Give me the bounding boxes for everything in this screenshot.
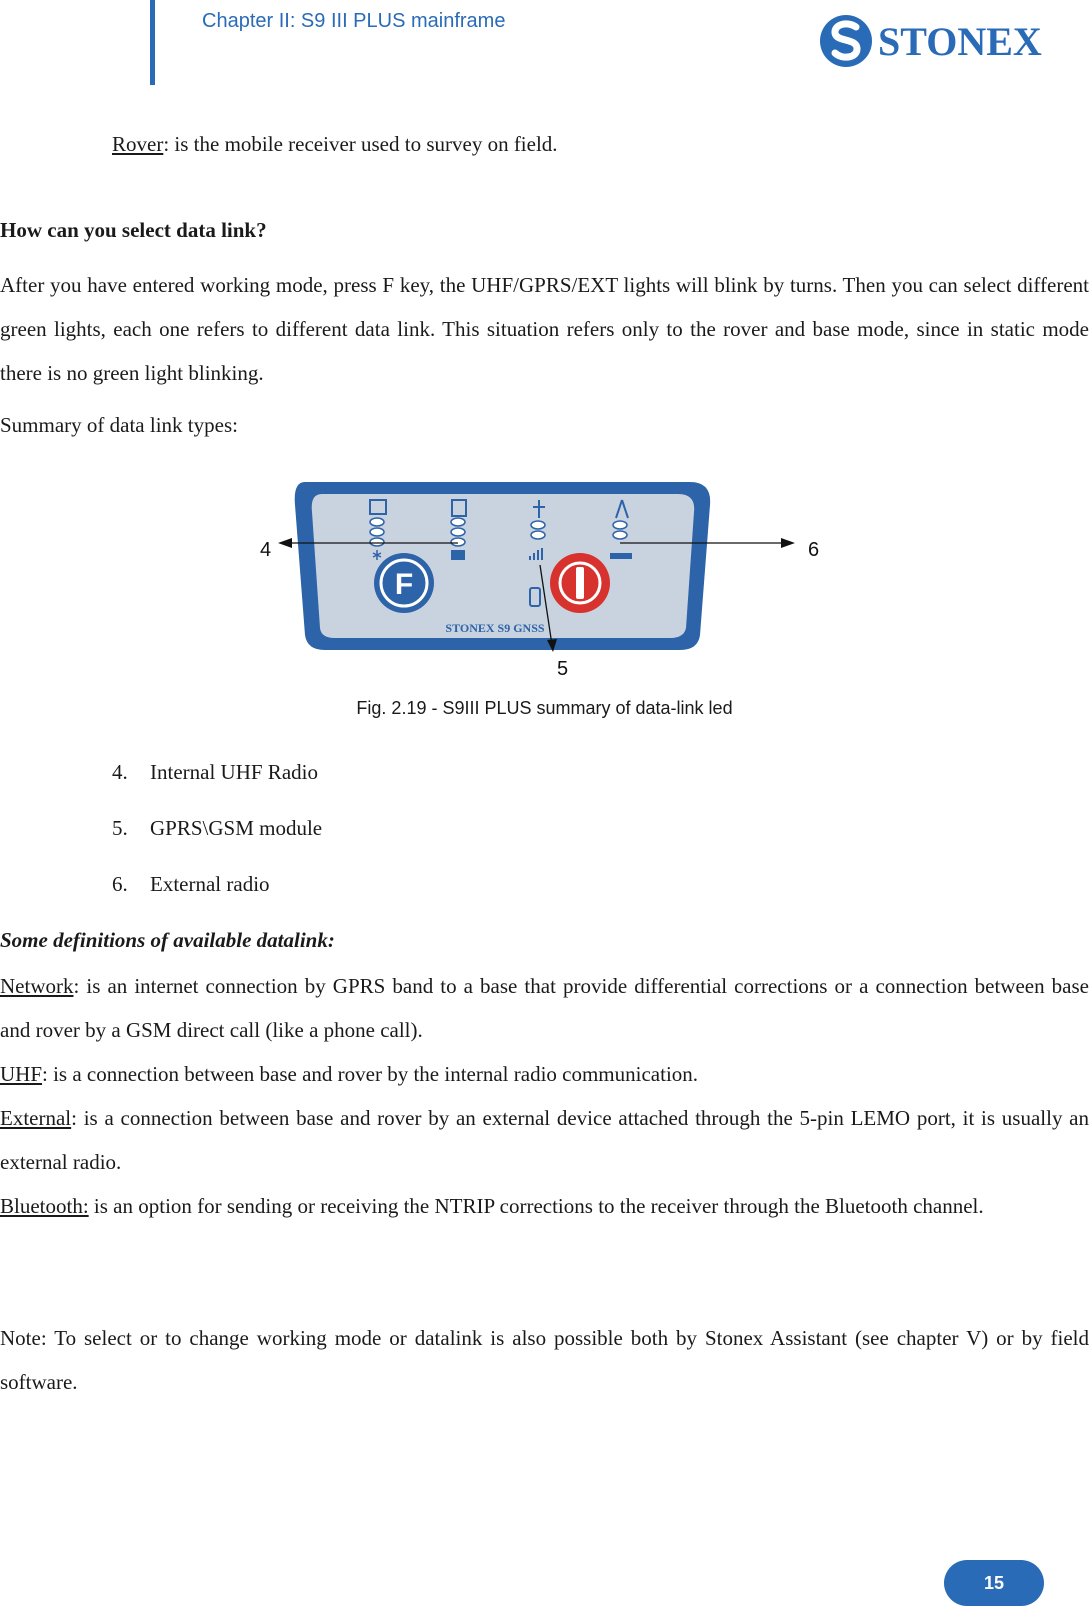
list-item-number: 4.	[112, 760, 128, 784]
uhf-definition	[0, 1052, 1089, 1096]
external-port-icon	[610, 553, 632, 559]
list-item	[112, 872, 270, 897]
panel-face	[312, 494, 694, 638]
page-number: 15	[944, 1560, 1044, 1606]
uhf-radio-icon	[451, 550, 465, 560]
rover-term: Rover	[112, 132, 164, 156]
svg-text:F: F	[394, 568, 414, 601]
figure-caption: Fig. 2.19 - S9III PLUS summary of data-link led	[356, 698, 733, 718]
rover-text: : is the mobile receiver used to survey on field.	[163, 132, 558, 156]
callout-6: 6	[808, 539, 820, 561]
bluetooth-term: Bluetooth:	[0, 1194, 89, 1218]
summary-label: Summary of data link types:	[0, 413, 238, 437]
data-link-paragraph: After you have entered working mode, press F key, the UHF/GPRS/EXT lights will blink by turns. Then you can select different green lights, each one refers to different data link. This situation refers only to the rover and base mode, since in static mode there is no green light blinking.	[0, 273, 1089, 385]
definitions-heading: Some definitions of available datalink:	[0, 928, 335, 952]
data-link-led-figure	[250, 470, 850, 700]
bluetooth-definition	[0, 1184, 1089, 1228]
panel-brand-label: STONEX S9 GNSS	[445, 621, 545, 635]
rover-definition	[112, 132, 558, 157]
network-term: Network	[0, 974, 74, 998]
callout-5: 5	[557, 658, 569, 680]
bluetooth-text: is an option for sending or receiving the NTRIP corrections to the receiver through the Bluetooth channel.	[88, 1194, 984, 1218]
list-item	[112, 816, 322, 841]
list-item-number: 5.	[112, 816, 128, 840]
external-definition	[0, 1096, 1089, 1184]
list-item-text: GPRS\GSM module	[150, 816, 323, 840]
network-text: : is an internet connection by GPRS band to a base that provide differential corrections or a connection between base and rover by a GSM direct call (like a phone call).	[0, 974, 1089, 1042]
list-item	[112, 760, 318, 785]
uhf-text: : is a connection between base and rover by the internal radio communication.	[42, 1062, 699, 1086]
external-term: External	[0, 1106, 72, 1130]
note-paragraph: Note: To select or to change working mode or datalink is also possible both by Stonex Assistant (see chapter V) or by field software.	[0, 1326, 1089, 1394]
external-text: : is a connection between base and rover by an external device attached through the 5-pin LEMO port, it is usually an external radio.	[0, 1106, 1089, 1174]
chapter-title: Chapter II: S9 III PLUS mainframe	[202, 10, 506, 32]
callout-4: 4	[260, 539, 272, 561]
stonex-logo	[818, 10, 1078, 77]
list-item-text: Internal UHF Radio	[150, 760, 318, 784]
list-item-number: 6.	[112, 872, 128, 896]
svg-text:STONEX: STONEX	[878, 19, 1042, 64]
header-accent-bar	[150, 0, 155, 85]
uhf-term: UHF	[0, 1062, 43, 1086]
network-definition	[0, 964, 1089, 1052]
section-heading-data-link: How can you select data link?	[0, 218, 267, 242]
list-item-text: External radio	[150, 872, 270, 896]
